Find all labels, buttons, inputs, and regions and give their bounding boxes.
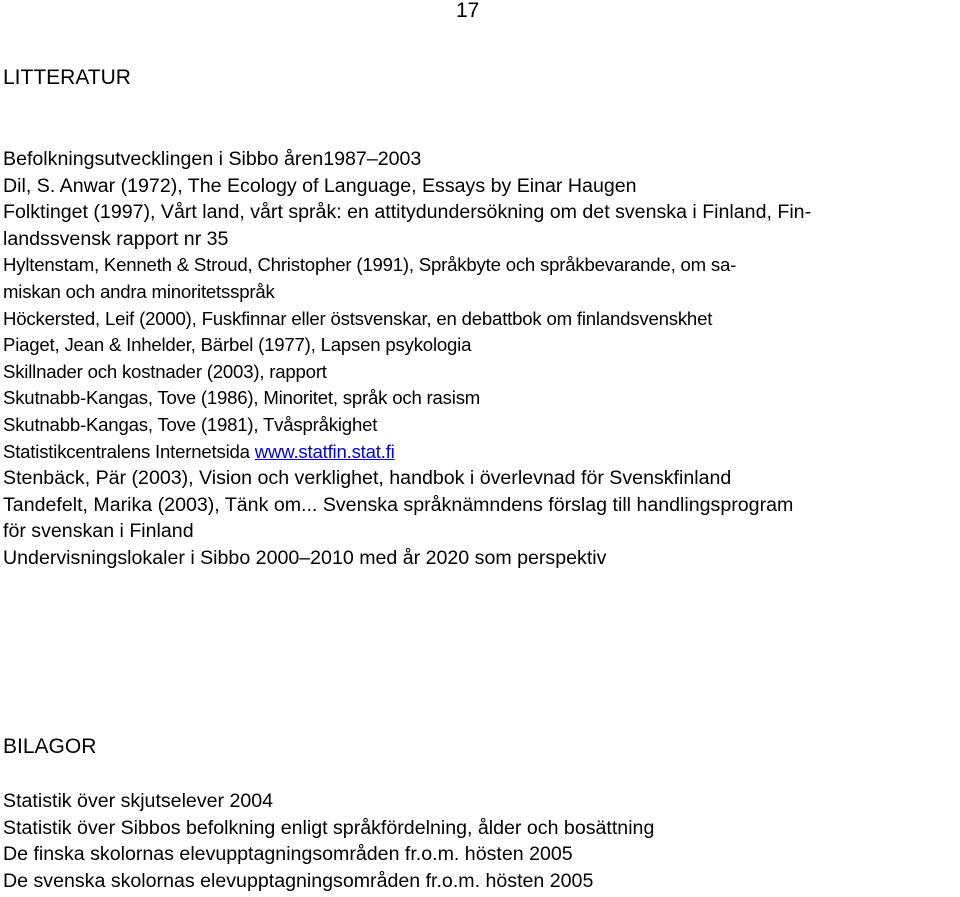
reference-text: Statistikcentralens Internetsida	[3, 440, 255, 462]
attachment-item: Statistik över skjutselever 2004	[3, 790, 274, 812]
reference-item: Skutnabb-Kangas, Tove (1986), Minoritet, språk och rasism	[3, 387, 481, 409]
reference-item: landssvensk rapport nr 35	[3, 227, 229, 250]
reference-item: miskan och andra minoritetsspråk	[3, 280, 275, 302]
attachments-heading: BILAGOR	[3, 735, 97, 758]
reference-item-with-link	[3, 439, 958, 466]
reference-list	[3, 146, 958, 572]
attachment-item: Statistik över Sibbos befolkning enligt språkfördelning, ålder och bosättning	[3, 816, 655, 839]
reference-item: för svenskan i Finland	[3, 520, 194, 543]
reference-item: Dil, S. Anwar (1972), The Ecology of Language, Essays by Einar Haugen	[3, 174, 637, 197]
reference-item: Stenbäck, Pär (2003), Vision och verklighet, handbok i överlevnad för Svenskfinland	[3, 467, 732, 490]
statfin-link[interactable]: www.statfin.stat.fi	[254, 440, 395, 462]
attachment-list	[3, 788, 654, 894]
attachment-item: De svenska skolornas elevupptagningsområden fr.o.m. hösten 2005	[3, 869, 594, 892]
page-number: 17	[456, 0, 480, 22]
reference-item: Befolkningsutvecklingen i Sibbo åren1987–2003	[3, 148, 422, 170]
reference-item: Hyltenstam, Kenneth & Stroud, Christopher (1991), Språkbyte och språkbevarande, om sa-	[3, 254, 737, 276]
attachment-item: De finska skolornas elevupptagningsområden fr.o.m. hösten 2005	[3, 843, 573, 866]
reference-item: Höckersted, Leif (2000), Fuskfinnar eller östsvenskar, en debattbok om finlandsvenskhet	[3, 307, 713, 329]
reference-item: Skillnader och kostnader (2003), rapport	[3, 360, 327, 382]
reference-item: Skutnabb-Kangas, Tove (1981), Tvåspråkighet	[3, 413, 378, 435]
reference-item: Tandefelt, Marika (2003), Tänk om... Svenska språknämndens förslag till handlingsprogram	[3, 493, 794, 516]
reference-item: Folktinget (1997), Vårt land, vårt språk: en attitydundersökning om det svenska i Finland, Fin-	[3, 201, 812, 224]
literature-heading: LITTERATUR	[3, 66, 131, 89]
reference-item: Piaget, Jean & Inhelder, Bärbel (1977), Lapsen psykologia	[3, 334, 472, 356]
reference-item: Undervisningslokaler i Sibbo 2000–2010 med år 2020 som perspektiv	[3, 546, 607, 569]
